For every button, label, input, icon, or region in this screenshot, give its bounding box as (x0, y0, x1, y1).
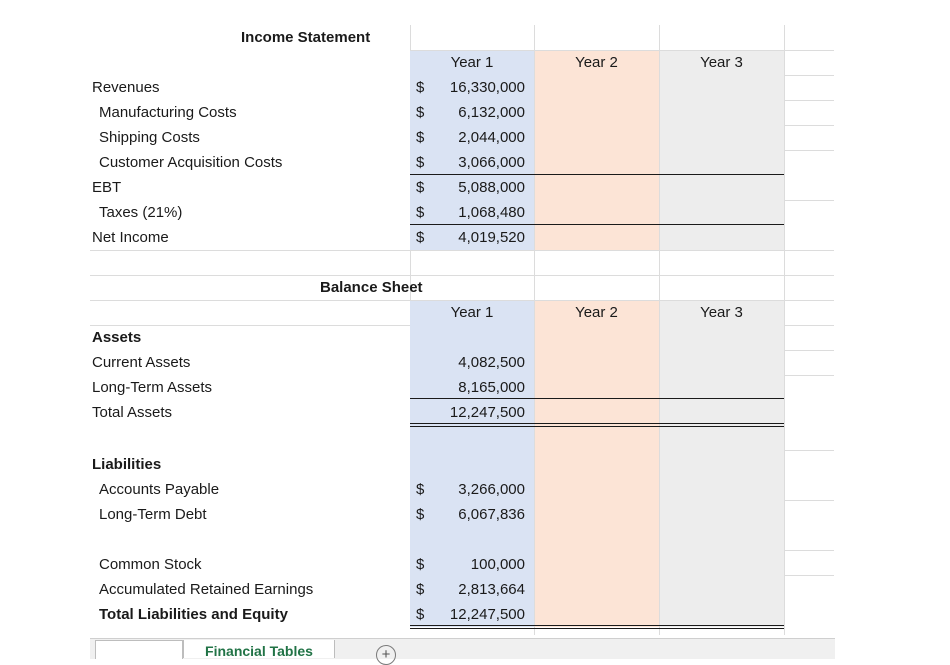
cell-value[interactable]: 12,247,500 (449, 606, 525, 623)
row-label: Current Assets (92, 354, 191, 371)
total-double-border (410, 426, 784, 427)
year-2-header: Year 2 (575, 54, 618, 71)
row-label: EBT (92, 179, 122, 196)
gridline (784, 450, 834, 451)
gridline (784, 125, 834, 126)
cell-value[interactable]: 100,000 (470, 556, 525, 573)
cell-value[interactable]: 6,067,836 (458, 506, 525, 523)
cell-value[interactable]: 1,068,480 (458, 204, 525, 221)
cell-value[interactable]: 2,813,664 (458, 581, 525, 598)
row-label: Net Income (92, 229, 169, 246)
currency-symbol: $ (416, 556, 425, 573)
total-liabilities-equity-label: Total Liabilities and Equity (99, 606, 288, 623)
row-label: Common Stock (99, 556, 202, 573)
gridline (784, 75, 834, 76)
gridline (784, 500, 834, 501)
sheet-tab-financial-tables[interactable] (183, 640, 335, 658)
gridline (784, 25, 785, 635)
sheet-tab-label: Financial Tables (205, 640, 313, 658)
row-label: Customer Acquisition Costs (99, 154, 283, 171)
balance-sheet-title: Balance Sheet (320, 279, 423, 296)
year-1-header: Year 1 (450, 304, 494, 321)
cell-value[interactable]: 3,066,000 (458, 154, 525, 171)
gridline (784, 575, 834, 576)
gridline (784, 325, 834, 326)
cell-value[interactable]: 8,165,000 (458, 379, 525, 396)
currency-symbol: $ (416, 179, 425, 196)
year-3-header: Year 3 (700, 54, 743, 71)
year-3-header: Year 3 (700, 304, 743, 321)
gridline (784, 375, 834, 376)
cell-value[interactable]: 6,132,000 (458, 104, 525, 121)
total-double-border (410, 628, 784, 629)
gridline (784, 150, 834, 151)
row-label: Revenues (92, 79, 160, 96)
currency-symbol: $ (416, 104, 425, 121)
row-label: Long-Term Assets (92, 379, 213, 396)
currency-symbol: $ (416, 154, 425, 171)
gridline (784, 550, 834, 551)
cell-value[interactable]: 4,019,520 (458, 229, 525, 246)
currency-symbol: $ (416, 229, 425, 246)
currency-symbol: $ (416, 79, 425, 96)
currency-symbol: $ (416, 606, 425, 623)
cell-value[interactable]: 2,044,000 (458, 129, 525, 146)
year-2-header: Year 2 (575, 304, 618, 321)
row-label: Long-Term Debt (99, 506, 207, 523)
year-1-header: Year 1 (450, 54, 494, 71)
income-statement-title: Income Statement (241, 29, 371, 46)
add-sheet-icon[interactable]: + (376, 645, 396, 665)
gridline (784, 100, 834, 101)
year2-column-fill (534, 50, 659, 250)
row-label: Manufacturing Costs (99, 104, 237, 121)
cell-value[interactable]: 3,266,000 (458, 481, 525, 498)
currency-symbol: $ (416, 481, 425, 498)
currency-symbol: $ (416, 506, 425, 523)
gridline (410, 25, 411, 50)
currency-symbol: $ (416, 129, 425, 146)
row-label: Shipping Costs (99, 129, 200, 146)
cell-value[interactable]: 4,082,500 (458, 354, 525, 371)
year2-column-fill-bs (534, 300, 659, 627)
cell-value[interactable]: 5,088,000 (458, 179, 525, 196)
year3-column-fill-bs (659, 300, 784, 627)
row-label: Accumulated Retained Earnings (99, 581, 314, 598)
gridline (784, 350, 834, 351)
gridline (90, 250, 834, 251)
currency-symbol: $ (416, 204, 425, 221)
sheet-tab-previous[interactable] (95, 640, 183, 659)
cell-value[interactable]: 12,247,500 (449, 404, 525, 421)
cell-value[interactable]: 16,330,000 (449, 79, 525, 96)
row-label: Accounts Payable (99, 481, 220, 498)
gridline (784, 200, 834, 201)
year3-column-fill (659, 50, 784, 250)
liabilities-header: Liabilities (92, 456, 162, 473)
row-label: Taxes (21%) (99, 204, 183, 221)
gridline (534, 25, 535, 635)
gridline (659, 25, 660, 635)
assets-header: Assets (92, 329, 142, 346)
currency-symbol: $ (416, 581, 425, 598)
gridline (90, 275, 834, 276)
row-label: Total Assets (92, 404, 173, 421)
